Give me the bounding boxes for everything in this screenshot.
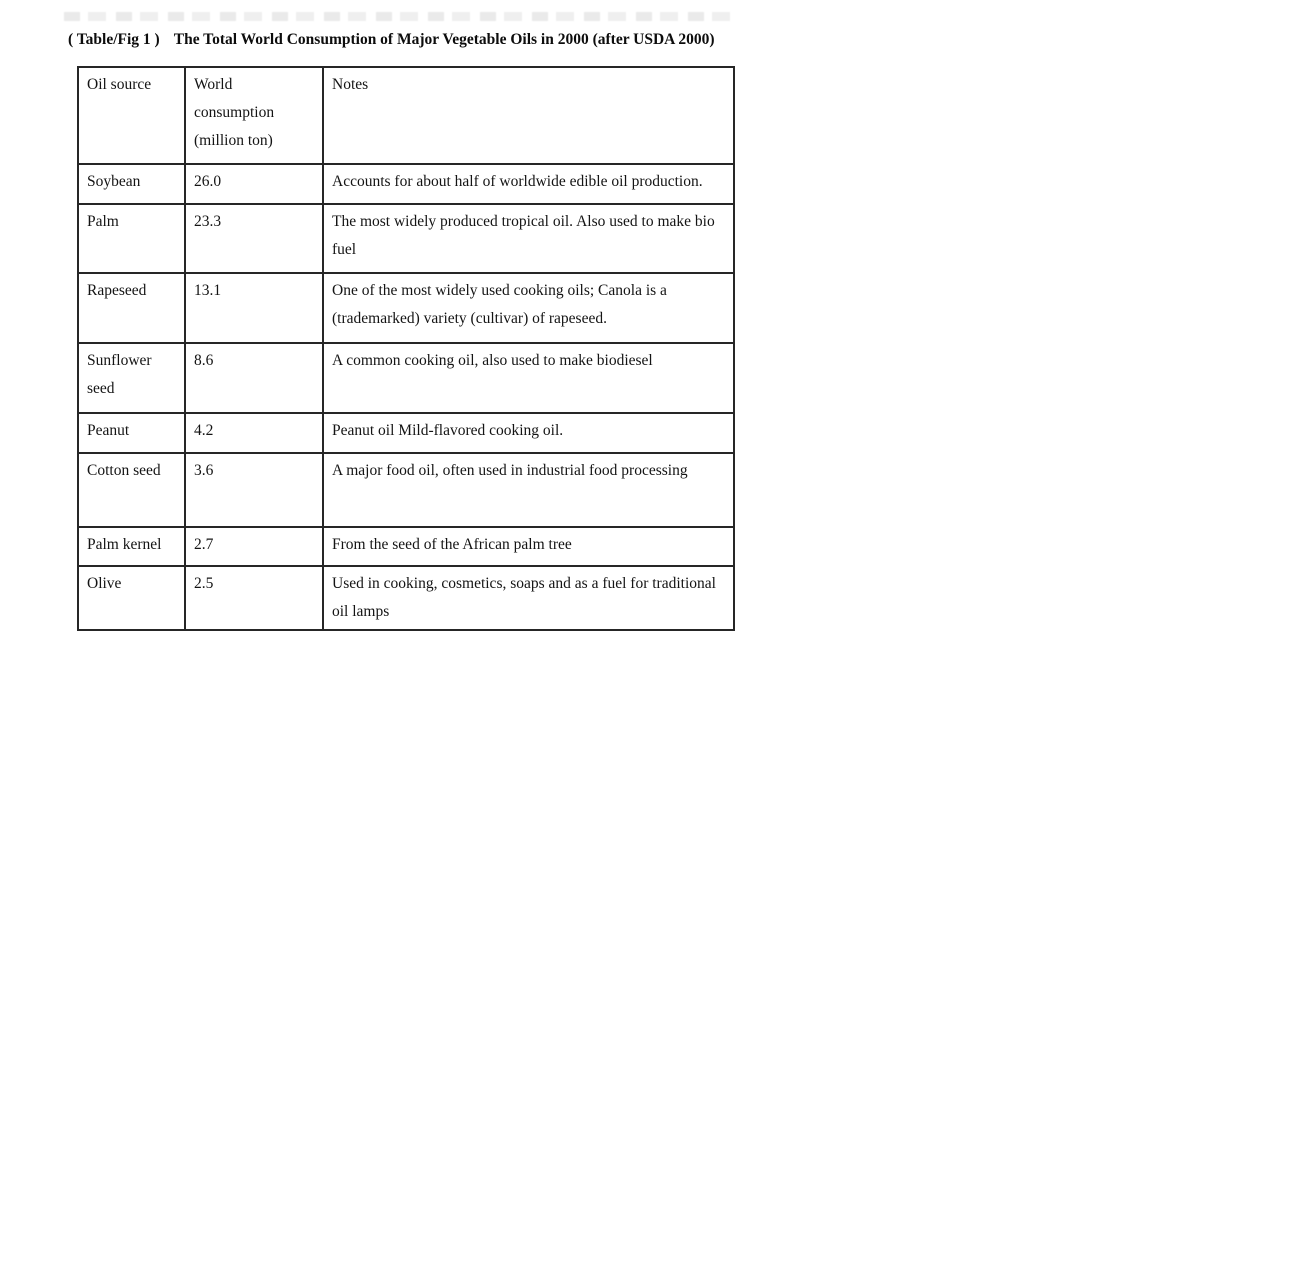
notes-cell: Accounts for about half of worldwide edible oil production. (323, 164, 734, 204)
notes-cell: A common cooking oil, also used to make biodiesel (323, 343, 734, 413)
consumption-cell: 2.5 (185, 566, 323, 630)
scan-artifact-line (64, 12, 740, 21)
caption-title: The Total World Consumption of Major Vegetable Oils in 2000 (after USDA 2000) (173, 31, 715, 48)
notes-cell: From the seed of the African palm tree (323, 527, 734, 566)
notes-cell: One of the most widely used cooking oils; Canola is a (trademarked) variety (cultivar) of rapeseed. (323, 273, 734, 343)
table-row (78, 273, 734, 343)
col-header-oil-source: Oil source (78, 67, 185, 164)
header-row (78, 67, 734, 164)
notes-cell: The most widely produced tropical oil. Also used to make bio fuel (323, 204, 734, 273)
col-header-notes: Notes (323, 67, 734, 164)
consumption-cell: 8.6 (185, 343, 323, 413)
table-row (78, 566, 734, 630)
notes-cell: Peanut oil Mild-flavored cooking oil. (323, 413, 734, 453)
table-row (78, 343, 734, 413)
oil-source-cell: Peanut (78, 413, 185, 453)
consumption-cell: 4.2 (185, 413, 323, 453)
table-caption (68, 31, 768, 49)
table-row (78, 164, 734, 204)
table-body (78, 164, 734, 630)
oil-source-cell: Cotton seed (78, 453, 185, 527)
oil-source-cell: Soybean (78, 164, 185, 204)
table-row (78, 204, 734, 273)
oil-source-cell: Olive (78, 566, 185, 630)
table-row (78, 453, 734, 527)
vegetable-oils-table (77, 66, 735, 631)
figure-label: ( Table/Fig 1 ) (68, 31, 160, 48)
consumption-cell: 13.1 (185, 273, 323, 343)
oil-source-cell: Sunflower seed (78, 343, 185, 413)
oil-source-cell: Rapeseed (78, 273, 185, 343)
table-row (78, 413, 734, 453)
notes-cell: A major food oil, often used in industrial food processing (323, 453, 734, 527)
consumption-cell: 26.0 (185, 164, 323, 204)
oil-source-cell: Palm (78, 204, 185, 273)
notes-cell: Used in cooking, cosmetics, soaps and as a fuel for traditional oil lamps (323, 566, 734, 630)
consumption-cell: 3.6 (185, 453, 323, 527)
col-header-world-consumption: World consumption (million ton) (185, 67, 323, 164)
consumption-cell: 2.7 (185, 527, 323, 566)
table-row (78, 527, 734, 566)
consumption-cell: 23.3 (185, 204, 323, 273)
oil-source-cell: Palm kernel (78, 527, 185, 566)
